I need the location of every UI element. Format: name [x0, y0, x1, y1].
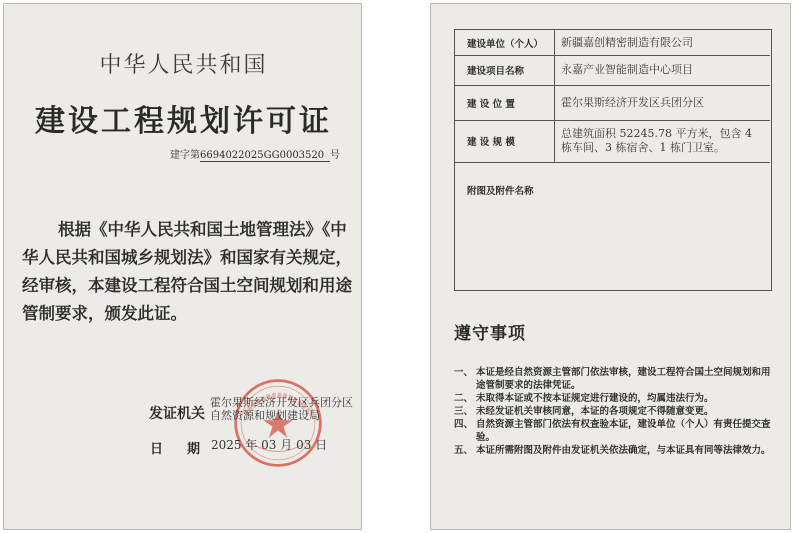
- row-value-location: 霍尔果斯经济开发区兵团分区: [561, 95, 704, 109]
- list-item: [454, 405, 776, 418]
- table-row: [455, 55, 770, 86]
- permit-front-page: [3, 3, 362, 530]
- notes-list: [454, 366, 776, 457]
- permit-prefix: 建字第: [170, 150, 200, 161]
- body-line: 经审核，本建设工程符合国土空间规划和用途: [22, 276, 352, 295]
- row-label-scale: 建 设 规 模: [455, 120, 555, 162]
- note-number: 四、: [454, 419, 474, 430]
- permit-number: 6694022025GG0003520: [200, 150, 330, 162]
- country-heading: 中华人民共和国: [99, 53, 268, 78]
- issuer-name: 霍尔果斯经济开发区兵团分区 自然资源和规划建设局: [210, 396, 353, 422]
- list-item: [454, 366, 776, 392]
- note-text: 本证所需附图及附件由发证机关依法确定，与本证具有同等法律效力。: [476, 445, 771, 456]
- body-line: 管制要求，颁发此证。: [22, 304, 187, 323]
- note-number: 三、: [454, 406, 474, 417]
- permit-suffix: 号: [330, 150, 340, 161]
- notes-title: 遵守事项: [454, 324, 526, 344]
- certificate-body-text: [22, 216, 352, 328]
- body-line: 根据《中华人民共和国土地管理法》《中: [58, 220, 347, 239]
- row-label-applicant: 建设单位（个人）: [455, 30, 555, 55]
- note-text: 未取得本证或不按本证规定进行建设的，均属违法行为。: [476, 393, 714, 404]
- issuer-label: 发证机关: [149, 406, 205, 422]
- table-row: [455, 30, 770, 56]
- certificate-title: 建设工程规划许可证: [35, 104, 332, 139]
- note-text: 自然资源主管部门依法有权查验本证，建设单位（个人）有责任提交查验。: [476, 419, 771, 443]
- note-number: 五、: [454, 445, 474, 456]
- note-number: 二、: [454, 393, 474, 404]
- note-text: 未经发证机关审核同意，本证的各项规定不得随意变更。: [476, 406, 714, 417]
- list-item: [454, 392, 776, 405]
- note-number: 一、: [454, 367, 474, 378]
- row-value-scale: 总建筑面积 52245.78 平方米，包含 4 栋车间、3 栋宿舍、1 栋门卫室。: [561, 127, 752, 154]
- row-label-project-name: 建设项目名称: [455, 55, 555, 85]
- official-seal-stamp: [232, 377, 324, 469]
- row-value-applicant: 新疆嘉创精密制造有限公司: [561, 35, 693, 49]
- row-label-location: 建 设 位 置: [455, 85, 555, 120]
- list-item: [454, 418, 776, 444]
- permit-number-line: [170, 146, 340, 162]
- project-info-table: [454, 29, 772, 291]
- date-label-char: 期: [187, 442, 201, 457]
- attachment-label: 附图及附件名称: [467, 186, 534, 197]
- table-row: [455, 85, 770, 121]
- list-item: [454, 444, 776, 457]
- date-label-char: 日: [150, 442, 164, 457]
- body-line: 华人民共和国城乡规划法》和国家有关规定，: [22, 248, 352, 267]
- table-row: [455, 120, 770, 163]
- permit-back-page: [430, 3, 791, 530]
- row-value-project-name: 永嘉产业智能制造中心项目: [561, 63, 693, 76]
- issue-date: 2025 年 03 月 03 日: [211, 438, 328, 452]
- note-text: 本证是经自然资源主管部门依法审核，建设工程符合国土空间规划和用途管制要求的法律凭证。: [476, 367, 771, 391]
